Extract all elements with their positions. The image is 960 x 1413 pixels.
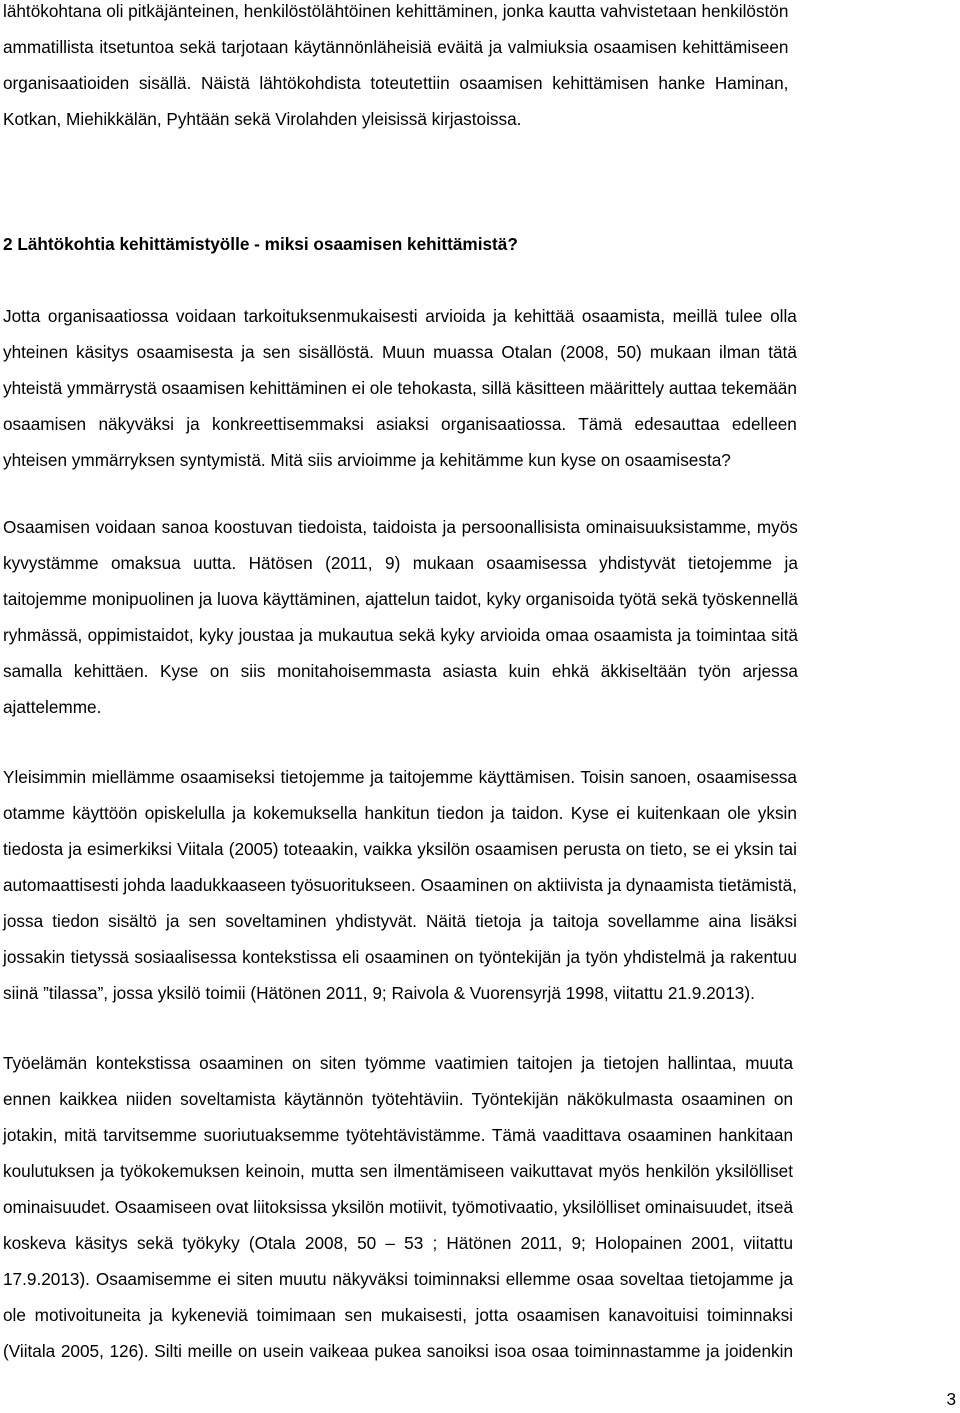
text-line: jossakin tietyssä sosiaalisessa kontekstissa eli osaaminen on työntekijän ja työn yhdistelmä ja rakentuu — [3, 947, 797, 967]
text-line: jossa tiedon sisältö ja sen soveltaminen yhdistyvät. Näitä tietoja ja taitoja sovellamme aina lisäksi — [3, 911, 797, 931]
text-line: 17.9.2013). Osaamisemme ei siten muutu näkyväksi toiminnaksi ellemme osaa soveltaa tietojamme ja — [3, 1269, 794, 1289]
text-line: Jotta organisaatiossa voidaan tarkoituksenmukaisesti arvioida ja kehittää osaamista, meillä tulee olla — [3, 306, 797, 326]
text-line: jotakin, mitä tarvitsemme suoriutuaksemme työtehtävistämme. Tämä vaadittava osaaminen hankitaan — [3, 1125, 794, 1145]
page-number: 3 — [946, 1389, 956, 1409]
text-line: koskeva käsitys sekä työkyky (Otala 2008, 50 – 53 ; Hätönen 2011, 9; Holopainen 2001, viitattu — [3, 1233, 794, 1253]
text-line: kyvystämme omaksua uutta. Hätösen (2011, 9) mukaan osaamisessa yhdistyvät tietojemme ja — [3, 553, 798, 573]
text-line: yhteistä ymmärrystä osaamisen kehittäminen ei ole tehokasta, sillä käsitteen määrittely auttaa tekemään — [3, 378, 797, 398]
text-line: samalla kehittäen. Kyse on siis monitahoisemmasta asiasta kuin ehkä äkkiseltään työn arjessa — [3, 661, 798, 681]
text-line: otamme käyttöön opiskelulla ja kokemuksella hankitun tiedon ja taidon. Kyse ei kuitenkaan ole yksin — [3, 803, 797, 823]
text-line: Yleisimmin miellämme osaamiseksi tietojemme ja taitojemme käyttämisen. Toisin sanoen, osaamisessa — [3, 767, 797, 787]
section-heading: 2 Lähtökohtia kehittämistyölle - miksi osaamisen kehittämistä? — [3, 234, 518, 254]
text-line: Työelämän kontekstissa osaaminen on siten työmme vaatimien taitojen ja tietojen hallintaa, muuta — [3, 1053, 794, 1073]
text-line: yhteinen käsitys osaamisesta ja sen sisällöstä. Muun muassa Otalan (2008, 50) mukaan ilman tätä — [3, 342, 797, 362]
paragraph-shared-understanding — [3, 298, 797, 478]
text-line: taitojemme monipuolinen ja luova käyttäminen, ajattelun taidot, kyky organisoida työtä sekä työskennellä — [3, 589, 798, 609]
paragraph-intro — [3, 0, 788, 137]
text-line: Osaamisen voidaan sanoa koostuvan tiedoista, taidoista ja persoonallisista ominaisuuksistamme, myös — [3, 517, 798, 537]
text-line: koulutuksen ja työkokemuksen keinoin, mutta sen ilmentämiseen vaikuttavat myös henkilön yksilölliset — [3, 1161, 794, 1181]
text-line: osaamisen näkyväksi ja konkreettisemmaksi asiaksi organisaatiossa. Tämä edesauttaa edelleen — [3, 414, 797, 434]
text-line: tiedosta ja esimerkiksi Viitala (2005) toteaakin, vaikka yksilön osaamisen perusta on tieto, se ei yksin tai — [3, 839, 797, 859]
paragraph-competence-definition — [3, 509, 798, 725]
text-line: organisaatioiden sisällä. Näistä lähtökohdista toteutettiin osaamisen kehittämisen hanke Haminan, — [3, 73, 789, 93]
text-line: Kotkan, Miehikkälän, Pyhtään sekä Virolahden yleisissä kirjastoissa. — [3, 109, 522, 129]
paragraph-knowledge-skills — [3, 759, 797, 1011]
text-line: automaattisesti johda laadukkaaseen työsuoritukseen. Osaaminen on aktiivista ja dynaamista tietämistä, — [3, 875, 797, 895]
text-line: ominaisuudet. Osaamiseen ovat liitoksissa yksilön motiivit, työmotivaatio, yksilölliset ominaisuudet, itseä — [3, 1197, 794, 1217]
text-line: ammatillista itsetuntoa sekä tarjotaan käytännönläheisiä eväitä ja valmiuksia osaamisen kehittämiseen — [3, 37, 789, 57]
text-line: siinä ”tilassa”, jossa yksilö toimii (Hätönen 2011, 9; Raivola & Vuorensyrjä 1998, viitattu 21.9.2013). — [3, 983, 755, 1003]
text-line: ennen kaikkea niiden soveltamista käytännön työtehtäviin. Työntekijän näkökulmasta osaaminen on — [3, 1089, 794, 1109]
text-line: (Viitala 2005, 126). Silti meille on usein vaikeaa pukea sanoiksi isoa osaa toiminnastamme ja joidenkin — [3, 1341, 794, 1361]
paragraph-working-life-context — [3, 1045, 793, 1369]
text-line: ole motivoituneita ja kykeneviä toimimaan sen mukaisesti, jotta osaamisen kanavoituisi toiminnaksi — [3, 1305, 794, 1325]
text-line: lähtökohtana oli pitkäjänteinen, henkilöstölähtöinen kehittäminen, jonka kautta vahvistetaan henkilöstön — [3, 1, 789, 21]
text-line: yhteisen ymmärryksen syntymistä. Mitä siis arvioimme ja kehitämme kun kyse on osaamisesta? — [3, 450, 731, 470]
text-line: ajattelemme. — [3, 697, 102, 717]
text-line: ryhmässä, oppimistaidot, kyky joustaa ja mukautua sekä kyky arvioida omaa osaamista ja toimintaa sitä — [3, 625, 798, 645]
